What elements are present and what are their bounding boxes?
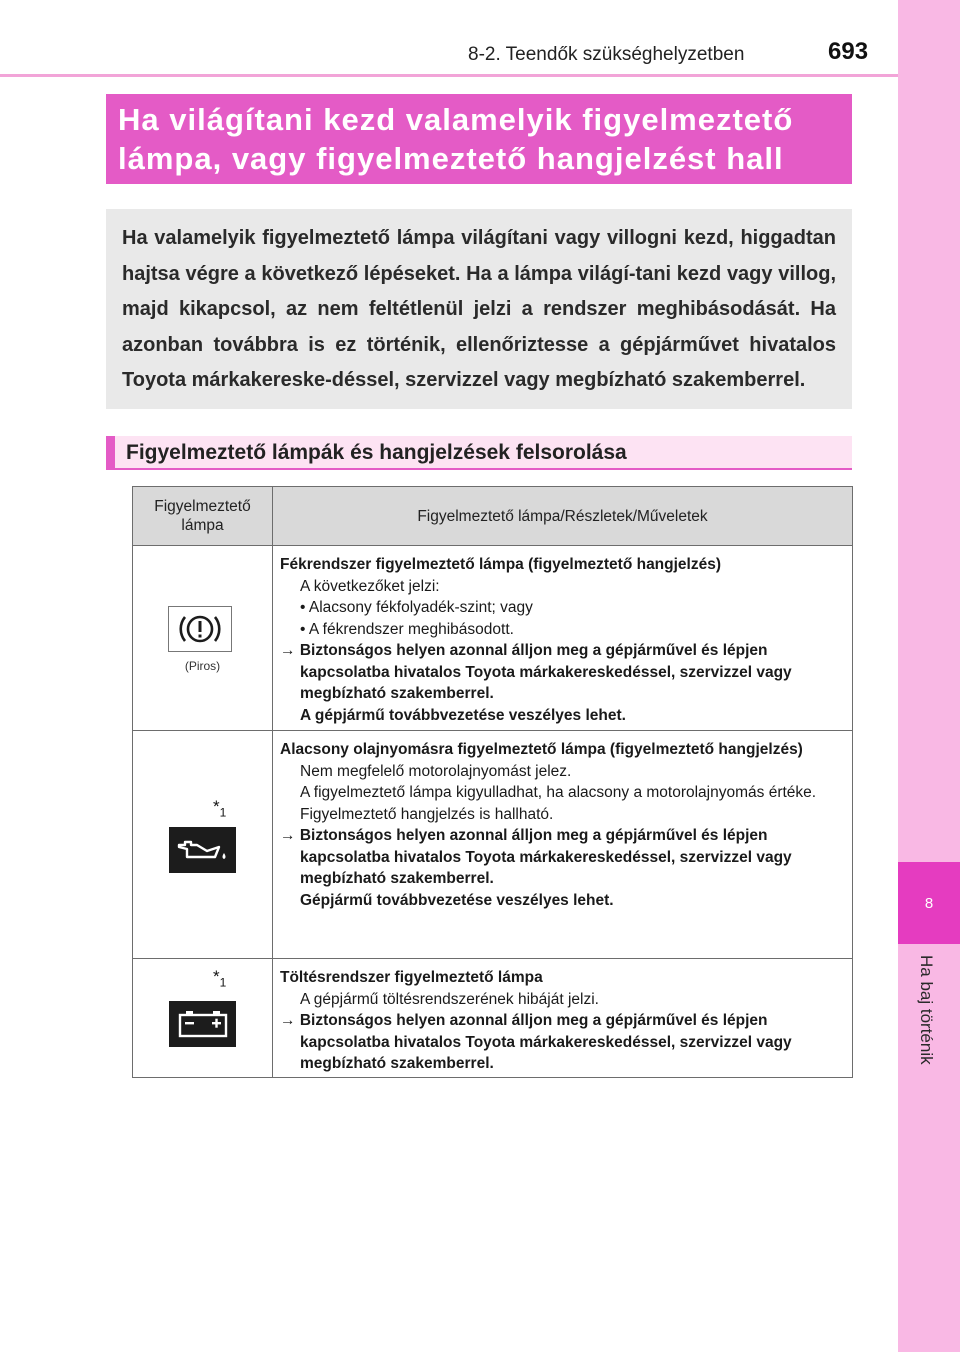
lamp-cell <box>133 546 273 730</box>
header-rule <box>0 74 898 77</box>
lamp-description: A figyelmeztető lámpa kigyulladhat, ha alacsony a motorolajnyomás értéke. <box>300 784 817 801</box>
table-header-details: Figyelmeztető lámpa/Részletek/Műveletek <box>417 507 708 525</box>
lamp-description: Figyelmeztető hangjelzés is hallható. <box>300 805 554 823</box>
action-text: → Biztonságos helyen azonnal álljon meg a gépjárművel és lépjen kapcsolatba hivatalos Toyota márkakereskedéssel, szervizzel vagy megbízható szakemberrel. <box>280 827 792 887</box>
lamp-title: Töltésrendszer figyelmeztető lámpa <box>280 969 543 986</box>
lamp-title: Fékrendszer figyelmeztető lámpa (figyelmeztető hangjelzés) <box>280 556 722 573</box>
table-row <box>133 958 852 1077</box>
arrow-icon: → <box>280 1012 300 1029</box>
arrow-icon: → <box>280 827 300 844</box>
lamp-cell <box>133 959 273 1077</box>
bullet-item: • A fékrendszer meghibásodott. <box>300 620 514 638</box>
lamp-title: Alacsony olajnyomásra figyelmeztető lámpa (figyelmeztető hangjelzés) <box>280 741 803 758</box>
lamp-description: A gépjármű töltésrendszerének hibáját jelzi. <box>300 990 599 1008</box>
table-row <box>133 545 852 730</box>
title-box <box>106 94 852 184</box>
oil-pressure-icon <box>169 827 236 873</box>
warning-text: Gépjármű továbbvezetése veszélyes lehet. <box>300 891 614 909</box>
chapter-block <box>898 862 960 944</box>
arrow-icon: → <box>280 642 300 659</box>
intro-text: Ha valamelyik figyelmeztető lámpa világítani vagy villogni kezd, higgadtan hajtsa végre a következő lépéseket. Ha a lámpa világí-tani kezd vagy villog, majd kikapcsol, az nem feltétlenül jelzi a rendszer meghibásodását. Ha azonban továbbra is ez történik, ellenőriztesse a gépjárművet hivatalos Toyota márkakereske-déssel, szervizzel vagy megbízható szakemberrel. <box>122 227 836 391</box>
warning-text: A gépjármű továbbvezetése veszélyes lehet. <box>300 706 626 724</box>
page-title-line-1: Ha világítani kezd valamelyik figyelmeztető <box>118 102 794 137</box>
side-tab <box>898 0 960 1352</box>
page-title-line-2: lámpa, vagy figyelmeztető hangjelzést hall <box>118 141 784 176</box>
table-header-row <box>133 487 852 545</box>
table-row <box>133 730 852 958</box>
chapter-label: Ha baj történik <box>917 955 936 1065</box>
header-section-title: 8-2. Teendők szükséghelyzetben <box>468 44 745 65</box>
details-cell <box>273 959 852 1077</box>
lamp-cell <box>133 731 273 958</box>
lamp-description: A következőket jelzi: <box>300 577 440 595</box>
footnote-marker: $*_1$ <box>213 967 227 990</box>
details-cell <box>273 731 852 958</box>
chapter-number: 8 <box>924 894 934 912</box>
page-number: 693 <box>828 38 869 65</box>
details-cell <box>273 546 852 730</box>
lamp-color-caption: (Piros) <box>184 659 221 673</box>
battery-charge-icon <box>169 1001 236 1047</box>
section-heading: Figyelmeztető lámpák és hangjelzések felsorolása <box>106 436 852 470</box>
action-text: → Biztonságos helyen azonnal álljon meg a gépjárművel és lépjen kapcsolatba hivatalos Toyota márkakereskedéssel, szervizzel vagy megbízható szakemberrel. <box>280 642 792 702</box>
action-text: → Biztonságos helyen azonnal álljon meg a gépjárművel és lépjen kapcsolatba hivatalos Toyota márkakereskedéssel, szervizzel vagy megbízható szakemberrel. <box>280 1012 792 1072</box>
footnote-marker: $*_1$ <box>213 797 227 820</box>
brake-warning-icon <box>168 606 232 652</box>
bullet-item: • Alacsony fékfolyadék-szint; vagy <box>300 599 533 616</box>
warning-lights-table <box>132 486 853 1078</box>
lamp-description: Nem megfelelő motorolajnyomást jelez. <box>300 762 572 780</box>
intro-box <box>106 209 852 409</box>
table-header-lamp: Figyelmeztető lámpa <box>133 487 273 545</box>
